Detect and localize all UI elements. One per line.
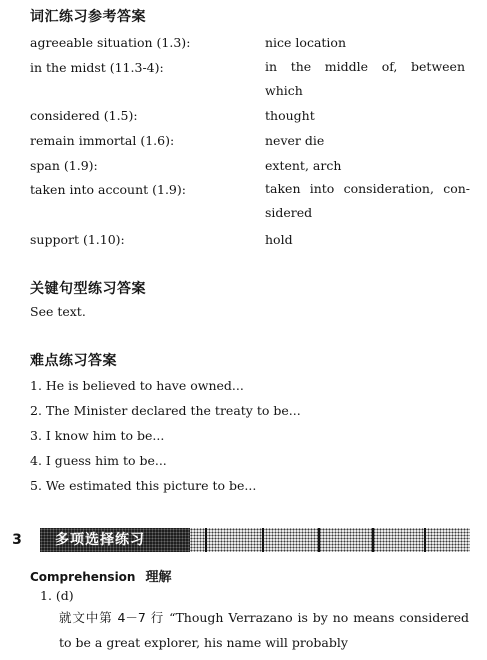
banner-divider — [318, 528, 320, 552]
vocab-answer-text: taken into consideration, con- sidered — [265, 181, 470, 220]
vocab-answer: thought — [265, 108, 315, 123]
section-number: 3 — [12, 532, 22, 548]
difficulty-item: 5. We estimated this picture to be... — [30, 478, 257, 493]
section-title: 多项选择练习 — [55, 532, 145, 548]
vocab-answer — [265, 55, 465, 103]
vocab-answer: nice location — [265, 35, 346, 50]
explanation-cn: 就文中第 4－7 行 — [59, 610, 165, 625]
comprehension-label-cn: 理解 — [145, 570, 172, 585]
vocab-answer: never die — [265, 133, 325, 148]
vocab-answer: hold — [265, 232, 293, 247]
comprehension-label: Comprehension — [30, 570, 136, 584]
difficulty-item: 1. He is believed to have owned... — [30, 378, 244, 393]
banner-divider — [424, 528, 426, 552]
comprehension-item-number: 1. (d) — [40, 588, 74, 603]
key-patterns-heading: 关键句型练习答案 — [30, 281, 146, 297]
explanation-en: “Though Verrazano is by no means considered to be a great explorer, his name will probably — [59, 610, 469, 650]
vocab-term: taken into account (1.9): — [30, 182, 186, 197]
vocab-answer-text: in the middle of, between which — [265, 59, 465, 98]
difficulty-item: 3. I know him to be... — [30, 428, 165, 443]
section-banner — [0, 525, 487, 555]
vocab-term: in the midst (11.3-4): — [30, 60, 164, 75]
banner-divider — [205, 528, 207, 552]
comprehension-label-row — [30, 566, 171, 585]
vocab-term: support (1.10): — [30, 232, 125, 247]
vocab-term: remain immortal (1.6): — [30, 133, 175, 148]
banner-divider — [262, 528, 264, 552]
vocab-term: agreeable situation (1.3): — [30, 35, 191, 50]
difficulties-heading: 难点练习答案 — [30, 353, 117, 369]
difficulty-item: 4. I guess him to be... — [30, 453, 167, 468]
vocab-heading: 词汇练习参考答案 — [30, 9, 146, 25]
vocab-term: considered (1.5): — [30, 108, 138, 123]
vocab-answer: extent, arch — [265, 158, 342, 173]
banner-divider — [372, 528, 374, 552]
vocab-answer — [265, 177, 470, 225]
vocab-term: span (1.9): — [30, 158, 98, 173]
comprehension-explanation — [59, 605, 469, 655]
difficulty-item: 2. The Minister declared the treaty to be... — [30, 403, 301, 418]
key-patterns-text: See text. — [30, 304, 86, 319]
